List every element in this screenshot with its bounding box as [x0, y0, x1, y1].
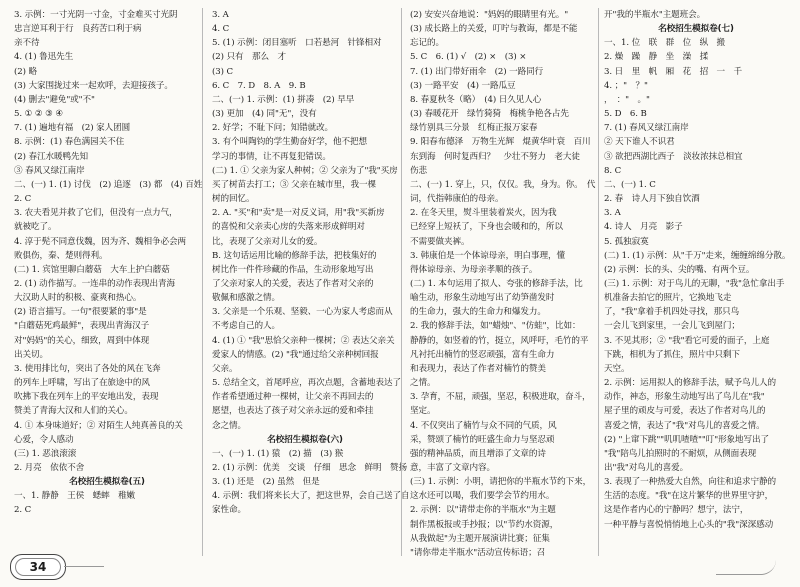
answer-line: 出关切。 [14, 349, 48, 360]
answer-line: 7. (1) 出门带好雨伞 (2) 一路同行 [410, 66, 544, 77]
answer-line: 3. 不见其形；② "我"看它可爱的面子，上庭 [604, 335, 770, 346]
answer-line: 3. 孕育，不屈，顽强，坚忍，积极进取，奋斗， [410, 392, 591, 403]
answer-line: 东到海 何时复西归？ 少壮不努力 老大徒 [410, 151, 580, 162]
answer-line: (3) 大家围拢过来一起欢呼，去迎接孩子。 [14, 80, 173, 91]
answer-line: 二、(一) 1. C [604, 179, 656, 190]
section-heading: 名校招生模拟卷(五) [69, 477, 145, 488]
answer-line: 坚定。 [410, 406, 436, 417]
answer-line: (三) 1. 示例：小明，请把你的半瓶水节约下来， [410, 477, 592, 488]
answer-line: 2. C [14, 194, 32, 205]
column-divider [401, 8, 402, 556]
answer-line: 敬佩和感激之情。 [212, 293, 280, 304]
answer-line: 3. 韩康伯是一个体谅母亲，明白事理，懂 [410, 250, 566, 261]
answer-line: 这水还可以喝，我们要学会节约用水。 [410, 491, 555, 502]
answer-column-3 [410, 8, 596, 558]
answer-line: 不需要做夹裤。 [410, 236, 470, 247]
answer-line: (二) 1. ① 父亲为家人种树；② 父亲为了"我"买房 [212, 165, 398, 176]
answer-line: 4. 不仅突出了楠竹与众不同的气质，风 [410, 420, 557, 431]
answer-line: 强的精神品质，而且增添了文章的诗 [410, 448, 546, 459]
answer-line: (3) 更加 (4) 同"无"，没有 [212, 109, 317, 120]
answer-line: 喜爱之情，表达了"我"对鸟儿的喜爱之情。 [604, 420, 765, 431]
answer-line: 一种平静与喜悦悄悄地上心头的"我"深深感动 [604, 519, 774, 530]
answer-line: 5. (1) 示例：闭目塞听 口若悬河 针锋相对 [212, 38, 382, 49]
answer-line: 吹拂下我在列车上的平安地出发，表现 [14, 392, 159, 403]
answer-line: 一、1. 位 联 群 位 纵 搬 [604, 38, 726, 49]
answer-line: 5. 孤独寂寞 [604, 236, 649, 247]
answer-line: 2. 在冬天里，熨斗里装着炭火，因为我 [410, 208, 557, 219]
answer-line: 愿望，也表达了孩子对父亲永远的爱和牵挂 [212, 406, 374, 417]
answer-line: 2. C [14, 505, 32, 516]
answer-column-2 [212, 8, 410, 546]
answer-line: 词，代指韩康伯的母亲。 [410, 194, 504, 205]
answer-line: (3) 成长路上的关爱，叮咛与教诲，都是不能 [410, 24, 578, 35]
answer-line: (二) 1. 宾馆里聊白蘑菇 大车上护白蘑菇 [14, 264, 170, 275]
answer-line: 3. A [212, 10, 229, 20]
answer-line: ② 天下谁人不识君 [604, 137, 675, 148]
answer-line: 静静的，如竖着的竹，挺立，风呼吁，毛竹的平 [410, 335, 589, 346]
answer-line: 学习的事情，让不再复犯错误。 [212, 151, 331, 162]
answer-line: 亲不待 [14, 38, 40, 49]
answer-line: 一、1. 静静 王侯 蟋蟀 稚嫩 [14, 491, 136, 502]
answer-line: 8. C [604, 165, 622, 176]
answer-line: 二、(一) 1. 穿上，只，仅仅。我，身为。你。 代 [410, 179, 596, 190]
answer-line: (2) 示例：长的头、尖的嘴、有两个豆。 [604, 264, 755, 275]
answer-line: 2. 示例：运用拟人的修辞手法，赋予鸟儿人的 [604, 378, 777, 389]
answer-line: (2) "上窜下跳""叽叽喳喳""叮"形象地写出了 [604, 434, 770, 445]
answer-line: 动作，神态，形象生动地写出了鸟儿在"我" [604, 392, 765, 403]
answer-line: 念之情。 [212, 420, 246, 431]
answer-line: 3. 日 里 帆 厢 花 招 一 千 [604, 66, 743, 77]
answer-line: 出"我"对鸟儿的喜爱。 [604, 463, 689, 473]
answer-line: 意，丰富了文章内容。 [410, 463, 495, 473]
answer-line: 爱家人的情感。(2) "我"通过给父亲种树回报 [212, 349, 379, 360]
answer-line: (三) 1. 示例：对于鸟儿的无聊，"我"急忙拿出手 [604, 278, 785, 289]
answer-line: "我"陪鸟儿拍照时的不耐烦，从侧面表现 [604, 448, 757, 459]
answer-line: 6. C 7. D 8. A 9. B [212, 80, 306, 91]
answer-line: 4. ① 本身味道好；② 对陌生人纯真善良的关 [14, 420, 183, 431]
answer-line: 制作黑板报或手抄报；以"节约水资源， [410, 519, 559, 530]
answer-line: 了，"我"拿着手机四处寻找，那只鸟 [604, 307, 740, 318]
answer-line: 4. 诗人 月亮 影子 [604, 222, 683, 233]
answer-line: (3) 春暖花开 绿竹猗猗 梅桃争艳各占先 [410, 109, 569, 120]
answer-line: 2. 燥 躁 静 坐 澡 揉 [604, 52, 709, 63]
answer-line: 8. 春夏秋冬（略） (4) 日久见人心 [410, 94, 542, 105]
answer-line: 4. ；" ？" [604, 80, 648, 91]
answer-line: ③ 春风又绿江南岸 [14, 165, 85, 176]
answer-line: 3. (1) 还是 (2) 虽然 但是 [212, 477, 320, 488]
answer-line: 和表现力，表达了作者对楠竹的赞美 [410, 363, 546, 374]
answer-column-4 [604, 8, 791, 546]
answer-line: 5. ① ② ③ ④ [14, 109, 63, 120]
answer-line: 4. 淳于髡不同意伐魏，因为齐、魏相争必会两 [14, 236, 187, 247]
answer-line: 赞美了青海大汉和人们的关心。 [14, 406, 133, 417]
answer-line: (二) 1. 本句运用了拟人、夸张的修辞手法，比 [410, 278, 583, 289]
answer-line: 3. 示例：一寸光阴一寸金，寸金难买寸光阴 [14, 10, 178, 20]
answer-line: ， ：" 。" [604, 94, 650, 105]
answer-line: 9. 阳春布德泽 万物生光辉 焜黄华叶衰 百川 [410, 137, 591, 148]
answer-line: 树比作一件件珍藏的作品，生动形象地写出 [212, 264, 374, 275]
answer-line: 2. (1) 示例：优美 交谈 仔细 思念 鲜明 赞扬 [212, 463, 408, 473]
answer-line: (二) 1. (1) 示例：从"千万"走来，缠缠绵绵分散。 [604, 250, 791, 261]
answer-line: 已经穿上短袄了，下身也会暖和的，所以 [410, 222, 563, 233]
answer-line: 2. 春 诗人月下独自饮酒 [604, 194, 700, 205]
answer-line: 父亲。 [212, 363, 238, 374]
page-number: 34 [29, 560, 47, 574]
answer-line: 比，表现了父亲对儿女的爱。 [212, 236, 323, 247]
answer-line: 4. (1) 鲁迅先生 [14, 52, 74, 63]
answer-line: 了父亲对家人的关爱，表达了作者对父亲的 [212, 278, 374, 289]
answer-line: 伤悲 [410, 165, 427, 176]
answer-line: 得体谅母亲、为母亲孝顺的孩子。 [410, 264, 538, 275]
answer-line: 开"我的半瓶水"主题班会。 [604, 10, 706, 20]
footer-ornament-right [716, 560, 776, 575]
answer-line: 树的回忆。 [212, 194, 255, 205]
answer-line: (2) 安安兴奋地说："妈妈的眼睛里有光。" [410, 10, 569, 20]
answer-line: 这是作者内心的宁静吗？想宁，法宁， [604, 505, 749, 516]
answer-line: (2) 只有 那么 才 [212, 52, 286, 63]
answer-line: 一、(一) 1. (1) 猿 (2) 描 (3) 猴 [212, 448, 344, 459]
answer-line: 7. (1) 春风又绿江南岸 [604, 123, 689, 134]
answer-line: 2. 我的修辞手法，如"蜡烛"、"仿蛙"，比如： [410, 321, 581, 332]
answer-line: 2. 好学；不耻下问；知错就改。 [212, 123, 334, 134]
answer-line: 7. (1) 遍地有福 (2) 家人团圆 [14, 123, 131, 134]
answer-line: 大汉助人时的积极、豪爽和热心。 [14, 293, 142, 304]
answer-line: 对"妈妈"的关心，细致，周到中体现 [14, 335, 150, 346]
answer-line: 不考虑自己的人。 [212, 321, 280, 332]
answer-line: (2) 略 [14, 66, 37, 77]
answer-line: "请你带走半瓶水"活动宣传标语；召 [410, 547, 546, 558]
answer-line: 二、(一) 1. 示例：(1) 拼凑 (2) 早早 [212, 94, 355, 105]
answer-line: B. 这句话运用比喻的修辞手法，把枝集好的 [212, 250, 377, 261]
answer-line: 3. A [604, 208, 621, 219]
answer-line: 买了树苗去打工；③ 父亲在城市里，我一棵 [212, 179, 377, 190]
page-number-badge [10, 554, 66, 580]
answer-line: 5. 总结全文，首尾呼应，再次点题，含蓄地表达了 [212, 378, 402, 389]
answer-line: (4) 删去"避免"或"不" [14, 94, 95, 105]
answer-line: 就被吃了。 [14, 222, 57, 233]
answer-line: 2. 月亮 依依不舍 [14, 463, 85, 473]
answer-line: 二、(一) 1. (1) 讨伐 (2) 追逐 (3) 都 (4) 百姓 [14, 179, 203, 190]
answer-line: 3. 农夫看见并救了它们，但没有一点力气， [14, 208, 178, 219]
answer-line: 天空。 [604, 363, 630, 374]
footer-ornament-left [64, 566, 104, 568]
answer-line: (2) 语言描写。一句"很要紧的事"是 [14, 307, 147, 318]
answer-line: ③ 欲把西湖比西子 淡妆浓抹总相宜 [604, 151, 743, 162]
answer-line: (三) 1. 恶浪滚滚 [14, 448, 77, 459]
answer-line: 下跳，相机为了抓住，照片中只剩下 [604, 349, 740, 360]
answer-line: 生活的态度。"我"在这片繁华的世界里守护， [604, 491, 774, 502]
answer-line: 的生命力，强大的生命力和爆发力。 [410, 307, 546, 318]
answer-line: 5. C 6. (1) √ (2) × (3) × [410, 52, 527, 63]
answer-line: "白蘑菇死鸡最鲜"，表现出青海汉子 [14, 321, 150, 332]
answer-line: (3) C [212, 66, 233, 77]
column-divider [598, 8, 599, 556]
answer-line: 作者希望通过种一棵树，让父亲不再回去的 [212, 392, 374, 403]
answer-line: 3. 表现了一种热爱大自然，向往和追求宁静的 [604, 477, 777, 488]
answer-line: 8. 示例：(1) 春色满园关不住 [14, 137, 125, 148]
answer-line: 喻生动，形象生动地写出了幼笋凿发时 [410, 293, 555, 304]
answer-line: 绿竹别具三分景 红梅正报万家春 [410, 123, 538, 134]
answer-line: 的喜悦和父亲卖心房的失落来形成鲜明对 [212, 222, 365, 233]
answer-line: 4. 示例：我们将来长大了，把这世界，会自己送了自 [212, 491, 410, 502]
answer-line: 4. (1) ① "我"思恰父亲种一棵树；② 表达父亲关 [212, 335, 395, 346]
answer-line: 从我做起"为主题开展演讲比赛；征集 [410, 533, 550, 544]
answer-line: 5. D 6. B [604, 109, 647, 120]
answer-line: 2. (1) 动作描写。一连串的动作表现出青海 [14, 278, 176, 289]
answer-line: 采，赞颂了楠竹的旺盛生命力与坚忍顽 [410, 434, 555, 445]
answer-line: 一会儿飞到家里，一会儿飞到屋门； [604, 321, 740, 332]
answer-line: 之情。 [410, 378, 436, 389]
answer-line: 4. C [212, 24, 230, 35]
column-divider [202, 8, 203, 556]
answer-line: 3. 使用排比句，突出了各处的风在飞奔 [14, 363, 161, 374]
answer-line: 3. 父亲是一个乐观、坚毅、一心为家人考虑而从 [212, 307, 393, 318]
answer-line: (3) 一路平安 (4) 一路瓜豆 [410, 80, 516, 91]
answer-line: 屋子里的顽皮与可爱，表达了作者对鸟儿的 [604, 406, 766, 417]
answer-line: 的列车上呼啸，写出了在旅途中的风 [14, 378, 150, 389]
answer-line: 忘记的。 [410, 38, 444, 49]
answer-line: 2. 示例：以"请带走你的半瓶水"为主题 [410, 505, 556, 516]
answer-line: 家性命。 [212, 505, 246, 516]
answer-line: 败俱伤，秦、楚则得利。 [14, 250, 108, 261]
section-heading: 名校招生模拟卷(六) [267, 434, 343, 445]
answer-line: 凡衬托出楠竹的竖忍顽强，富有生命力 [410, 349, 555, 360]
answer-line: 忠言逆耳利于行 良药苦口利于病 [14, 24, 142, 35]
section-heading: 名校招生模拟卷(七) [658, 24, 734, 35]
answer-line: 心爱，令人感动 [14, 434, 74, 445]
answer-line: 3. 有个叫陶钧的学生勤奋好学，他不把想 [212, 137, 368, 148]
answer-line: 机准备去拍它的照片，它换地飞走 [604, 293, 732, 304]
answer-line: 2. A. "买"和"卖"是一对反义词，用"我"买新房 [212, 208, 385, 219]
answer-column-1 [14, 8, 203, 546]
answer-line: (2) 春江水暖鸭先知 [14, 151, 88, 162]
